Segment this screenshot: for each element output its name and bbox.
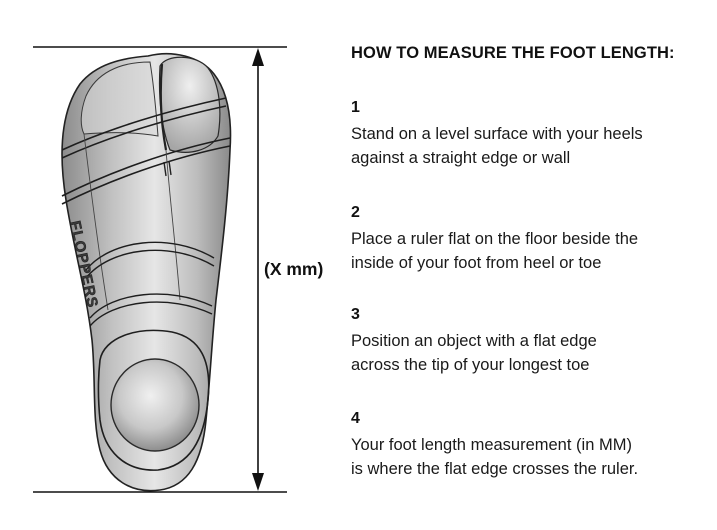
step-text-line: Your foot length measurement (in MM) [351,436,632,454]
step-3 [351,304,711,377]
step-text-line: across the tip of your longest toe [351,356,590,374]
step-2 [351,202,711,275]
shoe-illustration [62,54,230,491]
step-text-line: is where the flat edge crosses the ruler. [351,460,639,478]
arrow-head-top [252,48,264,66]
step-number: 4 [351,410,360,427]
step-number: 1 [351,99,360,116]
step-1 [351,97,711,170]
step-text-line: against a straight edge or wall [351,149,571,167]
step-text-line: Stand on a level surface with your heels [351,125,643,143]
vertical-measurement-arrow [252,48,264,491]
step-text-line: inside of your foot from heel or toe [351,254,602,272]
step-text-line: Place a ruler flat on the floor beside the [351,230,639,248]
arrow-head-bottom [252,473,264,491]
instructions-heading: HOW TO MEASURE THE FOOT LENGTH: [351,44,675,62]
big-toe-pocket [159,57,219,152]
step-number: 2 [351,204,360,221]
step-number: 3 [351,306,360,323]
dimension-label: (X mm) [264,259,324,279]
heel-pad [111,359,199,451]
step-4 [351,408,711,481]
shoe-logo: FLOPPERS [66,219,102,310]
step-text-line: Position an object with a flat edge [351,332,597,350]
